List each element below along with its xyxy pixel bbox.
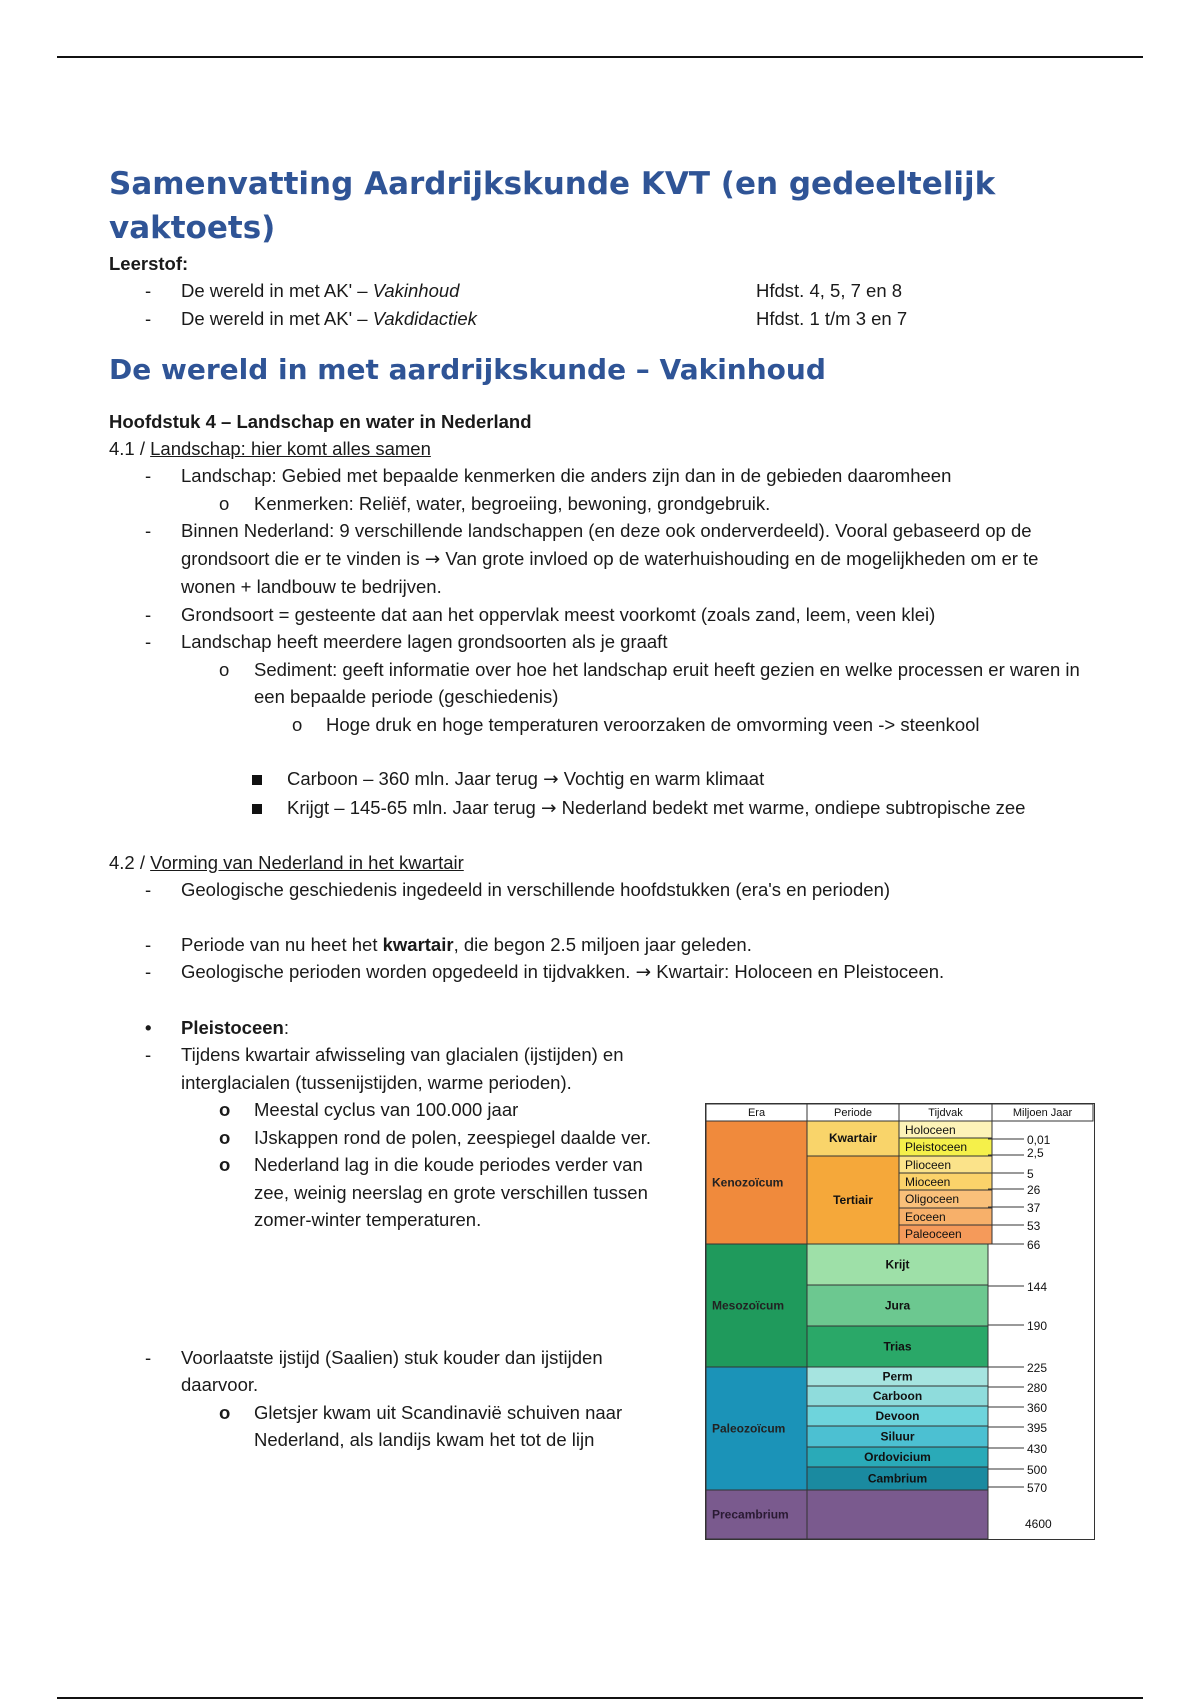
list-item: o Hoge druk en hoge temperaturen veroorzaken de omvorming veen -> steenkool (292, 713, 980, 735)
table-header-label: Periode (834, 1107, 872, 1119)
age-label: 66 (1027, 1238, 1041, 1252)
epoch-label: Eoceen (905, 1210, 946, 1224)
age-label: 430 (1027, 1442, 1048, 1456)
period-label: Tertiair (833, 1193, 873, 1207)
age-label: 190 (1027, 1319, 1048, 1333)
arrow-icon: → (424, 548, 441, 570)
subsection-heading-4-1: 4.1 / Landschap: hier komt alles samen (109, 438, 431, 459)
list-item: - Landschap heeft meerdere lagen grondsoorten als je graaft (145, 631, 668, 652)
list-item: - Geologische geschiedenis ingedeeld in verschillende hoofdstukken (era's en perioden) (145, 879, 891, 900)
bottom-rule (57, 1697, 1143, 1699)
table-header-label: Era (747, 1107, 766, 1119)
list-item: - Periode van nu heet het kwartair, die begon 2.5 miljoen jaar geleden. (145, 933, 752, 955)
square-bullet-icon (252, 775, 262, 785)
age-label: 500 (1027, 1463, 1048, 1477)
section-title: De wereld in met aardrijkskunde – Vakinhoud (109, 353, 826, 386)
list-item: Carboon – 360 mln. Jaar terug → Vochtig en warm klimaat (109, 765, 1094, 794)
period-label: Carboon (872, 1389, 923, 1403)
period-label: Ordovicium (864, 1450, 931, 1464)
leerstof-item: - De wereld in met AK' – Vakinhoud Hfdst. 4, 5, 7 en 8 (109, 277, 1094, 305)
leerstof-chapters: Hfdst. 4, 5, 7 en 8 (756, 280, 903, 301)
arrow-icon: → (543, 769, 559, 790)
period-label: Devoon (875, 1409, 920, 1423)
epoch-label: Pleistoceen (905, 1140, 968, 1154)
age-label: 26 (1027, 1183, 1041, 1197)
epoch-label: Plioceen (905, 1158, 952, 1172)
top-rule (57, 56, 1143, 58)
epoch-label: Oligoceen (905, 1192, 960, 1206)
list-item: o Gletsjer kwam uit Scandinavië schuiven naar Nederland, als landijs kwam het tot de lijn (219, 1401, 623, 1450)
list-item: o Meestal cyclus van 100.000 jaar (219, 1099, 519, 1120)
geological-timescale-table (705, 1103, 1095, 1540)
period-label: Jura (884, 1298, 911, 1313)
epoch-label: Paleoceen (905, 1227, 962, 1241)
era-label: Kenozoïcum (712, 1175, 784, 1190)
age-label: 37 (1027, 1201, 1041, 1215)
age-label: 144 (1027, 1280, 1048, 1294)
age-label: 5 (1027, 1167, 1034, 1181)
list-item: - Binnen Nederland: 9 verschillende landschappen (en deze ook onderverdeeld). Vooral gebaseerd op de grondsoort die er te vinden is → Van grote invloed op de waterhuishouding en de mogelijkheden om er te wonen + landbouw te bedrijven. (145, 520, 1039, 597)
table-header-label: Tijdvak (928, 1107, 963, 1119)
list-item: o Nederland lag in die koude periodes verder van zee, weinig neerslag en grote verschillen tussen zomer-winter temperaturen. (219, 1154, 648, 1230)
leerstof-chapters: Hfdst. 1 t/m 3 en 7 (756, 307, 908, 329)
period-label: Perm (882, 1369, 913, 1384)
list-item: - Voorlaatste ijstijd (Saalien) stuk kouder dan ijstijden daarvoor. (145, 1346, 603, 1395)
age-label: 360 (1027, 1401, 1048, 1415)
leerstof-item: - De wereld in met AK' – Vakdidactiek Hfdst. 1 t/m 3 en 7 (109, 305, 1094, 333)
period-label: Trias (883, 1339, 912, 1354)
leerstof-label: Leerstof: (109, 253, 189, 274)
era-label: Precambrium (712, 1507, 789, 1522)
list-item: - Landschap: Gebied met bepaalde kenmerken die anders zijn dan in de gebieden daaromheen (145, 465, 952, 486)
period-label: Kwartair (828, 1131, 878, 1145)
list-item: - Tijdens kwartair afwisseling van glacialen (ijstijden) en interglacialen (tussenijstijden, warme perioden). (145, 1044, 624, 1093)
epoch-label: Mioceen (905, 1175, 951, 1189)
period-label: Siluur (880, 1429, 915, 1444)
list-item: - Geologische perioden worden opgedeeld in tijdvakken. → Kwartair: Holoceen en Pleistoceen. (145, 961, 945, 983)
list-item: Krijgt – 145-65 mln. Jaar terug → Nederland bedekt met warme, ondiepe subtropische zee (109, 794, 1094, 823)
era-label: Paleozoïcum (712, 1421, 786, 1436)
age-label: 4600 (1025, 1517, 1052, 1531)
period-label: Cambrium (867, 1471, 928, 1486)
age-label: 2,5 (1027, 1146, 1044, 1160)
subsection-heading-4-2: 4.2 / Vorming van Nederland in het kwartair (109, 852, 464, 873)
arrow-icon: → (635, 962, 652, 983)
age-label: 53 (1027, 1219, 1041, 1233)
period-label: Krijt (885, 1257, 910, 1272)
square-bullet-icon (252, 804, 262, 814)
document-title: Samenvatting Aardrijkskunde KVT (en gedeeltelijk vaktoets) (109, 166, 996, 246)
age-label: 395 (1027, 1421, 1048, 1435)
age-label: 225 (1027, 1361, 1048, 1375)
era-label: Mesozoïcum (712, 1298, 785, 1313)
age-label: 570 (1027, 1481, 1048, 1495)
list-item: o Kenmerken: Reliëf, water, begroeiing, bewoning, grondgebruik. (219, 492, 771, 514)
chapter-heading: Hoofdstuk 4 – Landschap en water in Nederland (109, 411, 532, 432)
table-header-label: Miljoen Jaar (1012, 1107, 1073, 1119)
age-label: 0,01 (1027, 1133, 1051, 1147)
age-label: 280 (1027, 1381, 1048, 1395)
list-item: o IJskappen rond de polen, zeespiegel daalde ver. (219, 1126, 652, 1148)
list-item: - Grondsoort = gesteente dat aan het oppervlak meest voorkomt (zoals zand, leem, veen klei) (145, 603, 936, 625)
list-item: o Sediment: geeft informatie over hoe het landschap eruit heeft gezien en welke processen er waren in een bepaalde periode (geschiedenis) (219, 658, 1080, 707)
epoch-label: Holoceen (905, 1123, 956, 1137)
arrow-icon: → (541, 797, 557, 819)
period-cell (807, 1490, 988, 1539)
list-item: • Pleistoceen: (145, 1016, 289, 1038)
